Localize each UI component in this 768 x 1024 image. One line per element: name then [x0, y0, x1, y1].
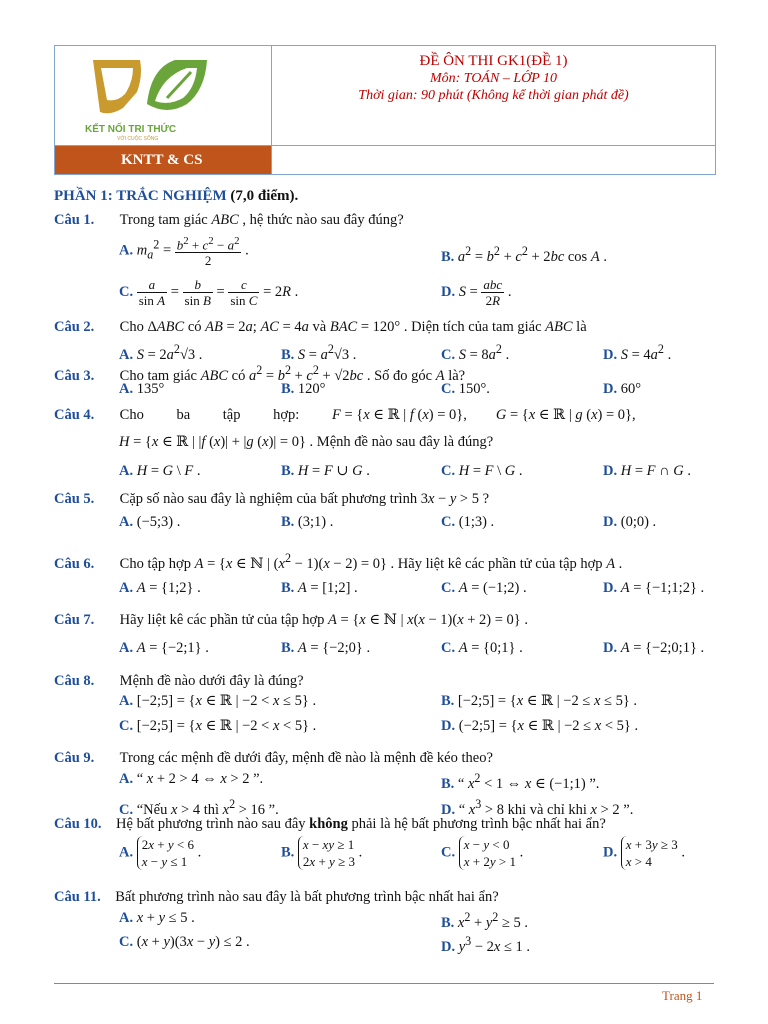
q10-option-b[interactable]: B. x − xy ≥ 1 2x + y ≥ 3 .: [281, 837, 363, 869]
q5-option-c[interactable]: C. (1;3) .: [441, 514, 495, 530]
q6-option-b[interactable]: B. A = [1;2] .: [281, 580, 358, 596]
question-4: Câu 4. Cho ba tập hợp: F = {x ∈ ℝ | f (x) = 0}, G = {x ∈ ℝ | g (x) = 0},: [54, 407, 636, 423]
exam-subject: Môn: TOÁN – LỚP 10: [429, 71, 558, 86]
page-number: Trang 1: [662, 988, 703, 1003]
exam-title: ĐỀ ÔN THI GK1(ĐỀ 1): [419, 53, 568, 69]
q3-option-c[interactable]: C. 150°.: [441, 381, 490, 397]
q6-option-d[interactable]: D. A = {−1;1;2} .: [603, 580, 705, 596]
part-heading: PHẦN 1: TRẮC NGHIỆM (7,0 điểm).: [54, 188, 299, 204]
q6-option-c[interactable]: C. A = (−1;2) .: [441, 580, 527, 596]
knttcs-band: KNTT & CS: [55, 146, 271, 174]
question-9: Câu 9. Trong các mệnh đề dưới đây, mệnh đề nào là mệnh đề kéo theo?: [54, 750, 493, 766]
question-4-cont: H = {x ∈ ℝ | |f (x)| + |g (x)| = 0} . Mệnh đề nào sau đây là đúng?: [119, 434, 494, 450]
q2-option-b[interactable]: B. $S = a^2√3$ .: [281, 342, 357, 363]
q2-option-d[interactable]: D. $S = 4a^2$ .: [603, 342, 672, 363]
question-11: Câu 11. Bất phương trình nào sau đây là bất phương trình bậc nhất hai ẩn?: [54, 889, 499, 905]
q1-option-d[interactable]: D. S = $\frac{\text{abc}}{2R}$ .: [441, 277, 512, 308]
question-5: Câu 5. Cặp số nào sau đây là nghiệm của bất phương trình 3x − y > 5 ?: [54, 491, 490, 507]
q10-option-c[interactable]: C. x − y < 0 x + 2y > 1 .: [441, 837, 524, 869]
q4-option-d[interactable]: D. H = F ∩ G .: [603, 463, 691, 479]
q11-option-c[interactable]: C. (x + y)(3x − y) ≤ 2 .: [119, 934, 250, 950]
q3-option-a[interactable]: A. 135°: [119, 381, 165, 397]
q2-option-c[interactable]: C. $S = 8a^2$ .: [441, 342, 510, 363]
q2-option-a[interactable]: A. $S = 2a^2√3$ .: [119, 342, 203, 363]
q1-option-c[interactable]: C. $\frac{a}{\text{sin A}}$ = $\frac{b}{\text{sin B}}$ = $\frac{c}{\text{sin C}}$ = 2R .: [119, 277, 299, 308]
q1-option-b[interactable]: B. $a^2 = b^2 + c^2 + 2bc$ cos A .: [441, 244, 607, 265]
q8-option-b[interactable]: B. [−2;5] = {x ∈ ℝ | −2 ≤ x ≤ 5} .: [441, 693, 638, 709]
q9-option-c[interactable]: C. “Nếu x > 4 thì $x^2 > 16$ ”.: [119, 797, 279, 818]
logo: [55, 46, 271, 145]
header-box: [54, 45, 716, 175]
q7-option-a[interactable]: A. A = {−2;1} .: [119, 640, 209, 656]
q11-option-b[interactable]: B. $x^2 + y^2 \ge 5$ .: [441, 910, 529, 931]
question-10: Câu 10. Hệ bất phương trình nào sau đây không phải là hệ bất phương trình bậc nhất hai ẩn?: [54, 816, 606, 832]
q5-option-b[interactable]: B. (3;1) .: [281, 514, 334, 530]
q11-option-a[interactable]: A. x + y ≤ 5 .: [119, 910, 195, 926]
question-2: Câu 2. Cho ΔABC có AB = 2a; AC = 4a và BAC = 120° . Diện tích của tam giác ABC là: [54, 319, 587, 335]
q8-option-d[interactable]: D. (−2;5] = {x ∈ ℝ | −2 ≤ x < 5} .: [441, 718, 639, 734]
logo-text: KẾT NỐI TRI THỨC: [85, 124, 177, 135]
q3-option-b[interactable]: B. 120°: [281, 381, 326, 397]
q7-option-d[interactable]: D. A = {−2;0;1} .: [603, 640, 705, 656]
q10-option-a[interactable]: A. 2x + y < 6 x − y ≤ 1 .: [119, 837, 202, 869]
q3-option-d[interactable]: D. 60°: [603, 381, 642, 397]
header-divider-h: [55, 145, 715, 146]
q5-option-a[interactable]: A. (−5;3) .: [119, 514, 181, 530]
q10-option-d[interactable]: D. x + 3y ≥ 3 x > 4 .: [603, 837, 686, 869]
question-8: Câu 8. Mệnh đề nào dưới đây là đúng?: [54, 673, 304, 689]
q6-option-a[interactable]: A. A = {1;2} .: [119, 580, 201, 596]
logo-subtext: VỚI CUỘC SỐNG: [117, 136, 159, 142]
q8-option-c[interactable]: C. [−2;5] = {x ∈ ℝ | −2 < x < 5} .: [119, 718, 317, 734]
question-6: Câu 6. Cho tập hợp A = {x ∈ ℕ | $(x^2 - 1)(x - 2) = 0$} . Hãy liệt kê các phần tử của tập hợp A .: [54, 551, 623, 572]
q9-option-a[interactable]: A. “ x + 2 > 4 ⇔ x > 2 ”.: [119, 771, 264, 787]
question-7: Câu 7. Hãy liệt kê các phần tử của tập hợp A = {x ∈ ℕ | x(x − 1)(x + 2) = 0} .: [54, 612, 529, 628]
question-3: Câu 3. Cho tam giác ABC có $a^2 = b^2 + c^2 + √2bc$ . Số đo góc A là?: [54, 363, 466, 384]
q4-option-c[interactable]: C. H = F \ G .: [441, 463, 523, 479]
exam-info: [272, 46, 715, 145]
q1-option-a[interactable]: A. $m_a^2$ = $\frac{b^2 + c^2 - a^2}{2}$ .: [119, 235, 249, 269]
q11-option-d[interactable]: D. $y^3 - 2x \le 1$ .: [441, 934, 531, 955]
footer-rule: [54, 983, 714, 984]
exam-time: Thời gian: 90 phút (Không kể thời gian phát đề): [358, 88, 629, 103]
q8-option-a[interactable]: A. [−2;5] = {x ∈ ℝ | −2 < x ≤ 5} .: [119, 693, 317, 709]
q9-option-d[interactable]: D. “ $x^3 > 8$ khi và chỉ khi x > 2 ”.: [441, 797, 634, 818]
q4-option-b[interactable]: B. H = F ∪ G .: [281, 463, 370, 479]
q5-option-d[interactable]: D. (0;0) .: [603, 514, 657, 530]
question-1: Câu 1. Trong tam giác ABC , hệ thức nào sau đây đúng?: [54, 212, 404, 228]
q7-option-b[interactable]: B. A = {−2;0} .: [281, 640, 371, 656]
q9-option-b[interactable]: B. “ $x^2 < 1$ ⇔ x ∈ (−1;1) ”.: [441, 771, 600, 792]
q4-option-a[interactable]: A. H = G \ F .: [119, 463, 201, 479]
q7-option-c[interactable]: C. A = {0;1} .: [441, 640, 523, 656]
